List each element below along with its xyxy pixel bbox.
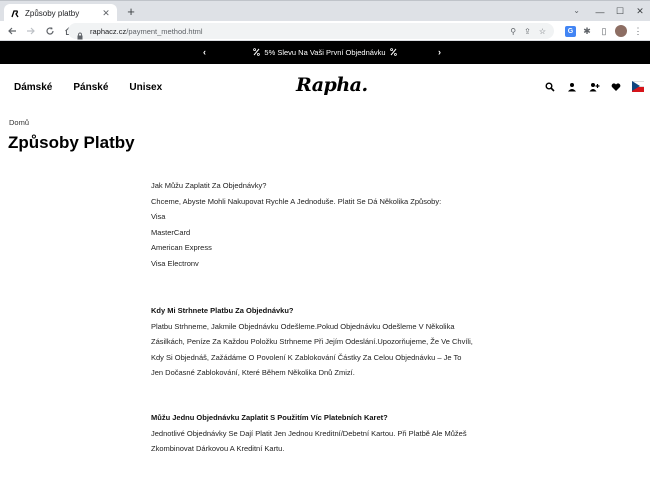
section-line: Zkombinovat Dárkovou A Kreditní Kartu.: [151, 444, 285, 453]
url-path: /payment_method.html: [126, 26, 203, 36]
wishlist-heart-icon[interactable]: [610, 81, 622, 93]
promo-bar: [0, 41, 650, 64]
promo-next-icon[interactable]: ›: [438, 47, 441, 57]
puzzle-extensions-icon[interactable]: ✱: [583, 25, 591, 36]
section-question: Můžu Jednu Objednávku Zaplatit S Použitím Víc Platebních Karet?: [151, 413, 388, 422]
reload-icon[interactable]: [43, 24, 57, 38]
section-question: Jak Můžu Zaplatit Za Objednávky?: [151, 181, 267, 190]
promo-prev-icon[interactable]: ‹: [203, 47, 206, 57]
url-text: [90, 27, 203, 36]
payment-method-item: Visa: [151, 212, 166, 221]
section-line: Platbu Strhneme, Jakmile Objednávku Odešleme.Pokud Objednávku Odešleme V Několika: [151, 321, 455, 331]
add-user-icon[interactable]: [588, 81, 600, 93]
account-icon[interactable]: [566, 81, 578, 93]
tab-search-chevron-icon[interactable]: ⌄: [573, 6, 580, 15]
discount-tag-icon: [253, 48, 260, 58]
section-charge-timing: [151, 303, 511, 381]
share-icon[interactable]: ⇪: [524, 26, 531, 36]
search-icon[interactable]: [544, 81, 556, 93]
bookmark-star-icon[interactable]: ☆: [538, 26, 546, 36]
omnibox-actions: [510, 23, 546, 39]
tab-title: Způsoby platby: [25, 9, 80, 18]
section-line: Jen Dočasné Zablokování, Které Během Několika Dnů Zmizí.: [151, 368, 355, 377]
section-line: Zásilkách, Peníze Za Každou Položku Strhneme Při Jejím Odeslání.Upozorňujeme, Že Ve Chvíli,: [151, 337, 473, 346]
lock-icon[interactable]: [76, 27, 84, 35]
breadcrumb[interactable]: Domů: [9, 118, 30, 127]
main-nav: [14, 82, 183, 93]
nav-item-panske[interactable]: Pánské: [73, 82, 109, 93]
back-icon[interactable]: [5, 24, 19, 38]
payment-method-item: Visa Electronv: [151, 258, 199, 268]
browser-menu-icon[interactable]: ⋮: [633, 25, 643, 36]
browser-tabstrip: [0, 0, 650, 21]
new-tab-icon[interactable]: +: [127, 4, 135, 19]
page-title: Způsoby Platby: [8, 133, 135, 152]
header-actions: [544, 81, 644, 93]
section-multiple-cards: [151, 410, 511, 457]
window-controls: [590, 1, 650, 22]
promo-message[interactable]: [253, 48, 396, 58]
section-line: Jednotlivé Objednávky Se Dají Platit Jen Jednou Kreditní/Debetní Kartou. Při Platbě Ale Můžeš: [151, 428, 467, 438]
payment-method-item: MasterCard: [151, 227, 191, 237]
payment-method-item: American Express: [151, 243, 212, 252]
side-panel-icon[interactable]: ▯: [601, 25, 607, 36]
rapha-favicon-icon: [10, 9, 20, 19]
extensions-area: [565, 23, 644, 39]
url-domain: raphacz.cz: [90, 26, 127, 36]
section-payment-methods: [151, 178, 511, 271]
rapha-logo[interactable]: Rapha.: [296, 74, 368, 96]
minimize-icon[interactable]: —: [595, 6, 605, 17]
zoom-search-icon[interactable]: ⚲: [510, 26, 517, 36]
promo-text: 5% Slevu Na Vaši První Objednávku: [264, 48, 386, 57]
forward-icon[interactable]: [24, 24, 38, 38]
profile-avatar[interactable]: [615, 25, 627, 37]
czech-flag-icon[interactable]: [632, 81, 644, 93]
section-question: Kdy Mi Strhnete Platbu Za Objednávku?: [151, 306, 294, 315]
maximize-icon[interactable]: ☐: [615, 6, 625, 16]
discount-tag-icon: [390, 48, 397, 58]
browser-toolbar: [0, 21, 650, 41]
section-intro: Chceme, Abyste Mohli Nakupovat Rychle A Jednoduše. Platit Se Dá Několika Způsoby:: [151, 196, 442, 206]
tab-close-icon[interactable]: ✕: [102, 8, 110, 18]
window-close-icon[interactable]: ✕: [636, 6, 644, 16]
section-line: Kdy Si Objednáš, Zažádáme O Povolení K Zablokování Částky Za Celou Objednávku – Je To: [151, 352, 462, 362]
nav-item-unisex[interactable]: Unisex: [129, 82, 163, 93]
address-bar[interactable]: [68, 23, 554, 39]
nav-item-damske[interactable]: Dámské: [14, 82, 53, 93]
translate-extension-icon[interactable]: G: [565, 26, 576, 37]
site-header: [0, 64, 650, 112]
